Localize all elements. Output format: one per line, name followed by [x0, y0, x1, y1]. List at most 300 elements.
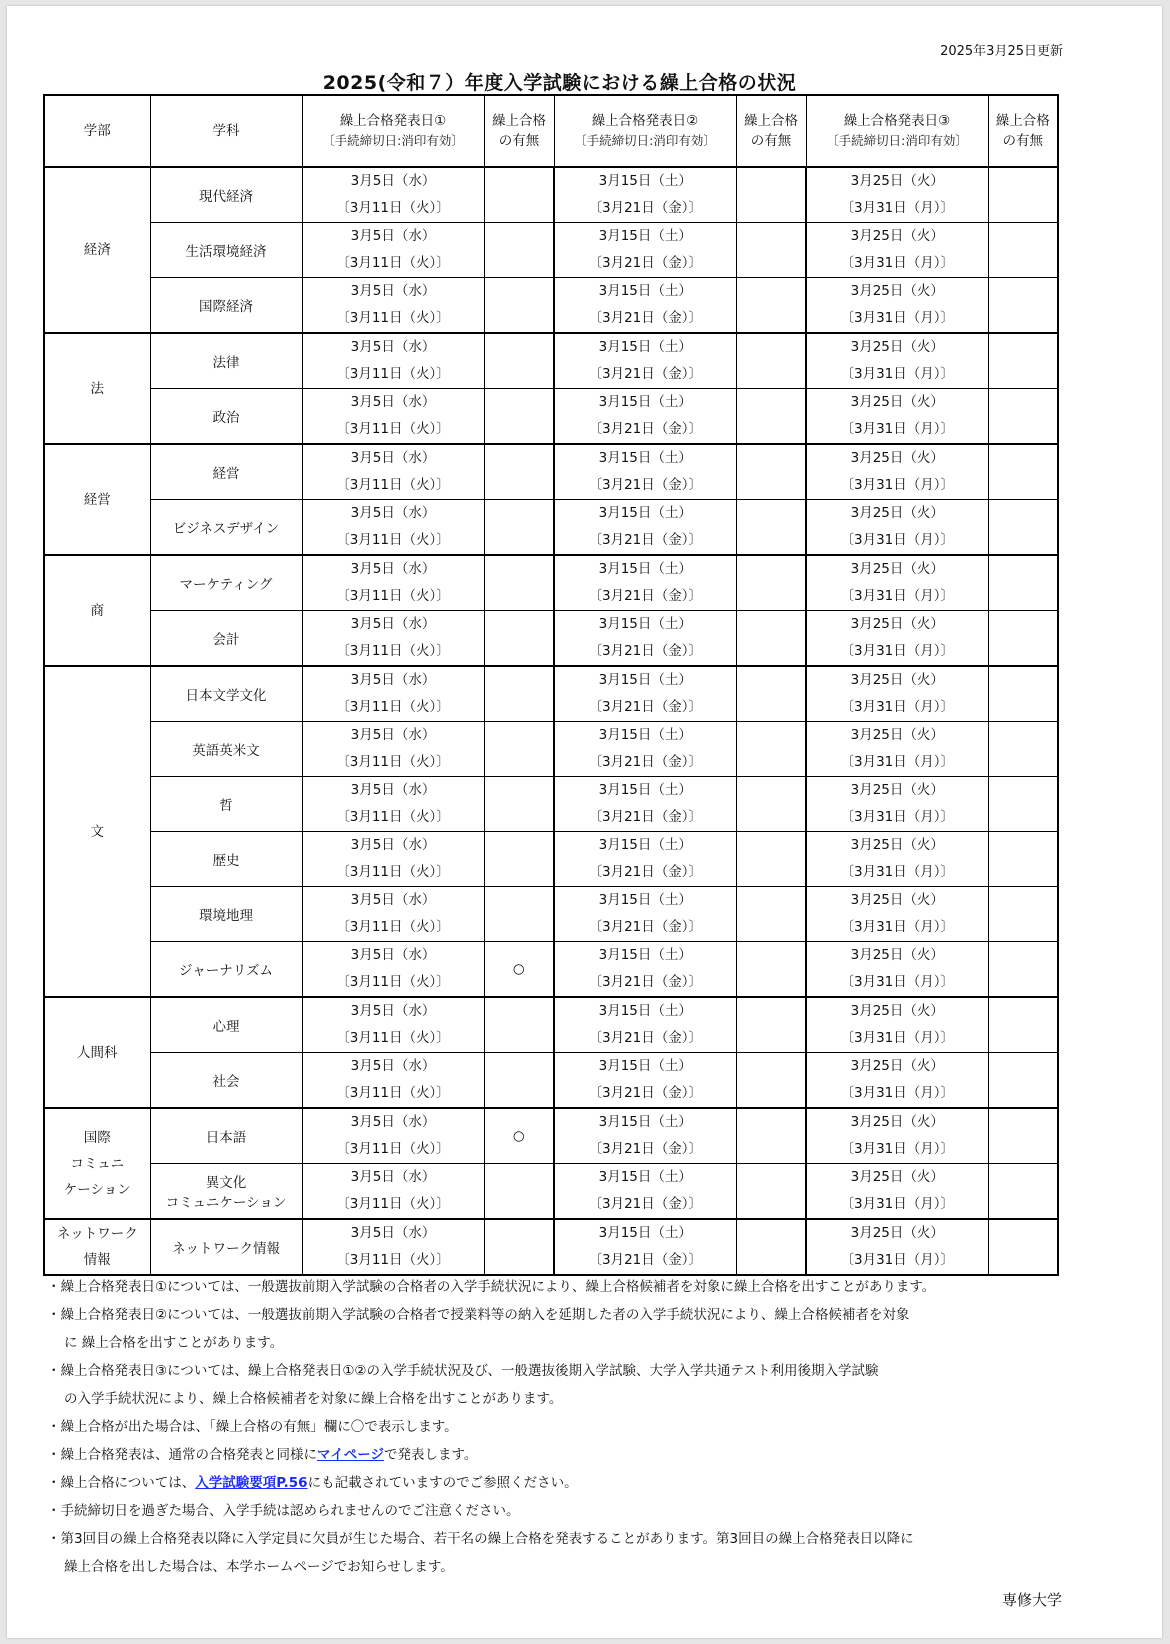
date1-cell — [302, 389, 484, 445]
announce-date-3: 3月25日（火） — [850, 561, 944, 577]
department-name: 会計 — [212, 632, 240, 648]
date1-cell — [302, 777, 484, 832]
has-promotion-3-cell — [988, 832, 1058, 887]
deadline-date-1: 〔3月11日（火）〕 — [336, 366, 450, 382]
announce-date-3: 3月25日（火） — [850, 505, 944, 521]
department-cell — [150, 997, 302, 1053]
department-cell — [150, 611, 302, 667]
date1-cell — [302, 1053, 484, 1109]
has-promotion-1-cell — [484, 722, 554, 777]
deadline-date-2: 〔3月21日（金）〕 — [588, 643, 703, 659]
date3-cell — [806, 278, 988, 334]
has-promotion-1-cell — [484, 223, 554, 278]
header-date3-title: 繰上合格発表日③ — [843, 113, 951, 129]
has-promotion-2-cell — [736, 942, 806, 998]
department-cell — [150, 1164, 302, 1220]
announce-date-1: 3月5日（水） — [350, 672, 436, 688]
deadline-date-1: 〔3月11日（火）〕 — [336, 643, 450, 659]
date2-cell — [554, 1164, 736, 1220]
date1-cell — [302, 444, 484, 500]
date1-cell — [302, 278, 484, 334]
department-cell — [150, 722, 302, 777]
has-promotion-3-cell — [988, 389, 1058, 445]
date3-cell — [806, 722, 988, 777]
has-promotion-1-cell — [484, 278, 554, 334]
has-promotion-1-cell: ○ — [484, 1108, 554, 1164]
date2-cell — [554, 389, 736, 445]
department-cell — [150, 666, 302, 722]
has-promotion-2-cell — [736, 722, 806, 777]
date2-cell — [554, 722, 736, 777]
table-row — [44, 1164, 1058, 1220]
has-promotion-2-cell — [736, 1219, 806, 1275]
date2-cell — [554, 611, 736, 667]
table-row — [44, 500, 1058, 556]
date1-cell — [302, 1108, 484, 1164]
has-promotion-3-cell — [988, 722, 1058, 777]
has-promotion-2-cell — [736, 444, 806, 500]
announce-date-3: 3月25日（火） — [850, 892, 944, 908]
table-row — [44, 777, 1058, 832]
table-row — [44, 1219, 1058, 1275]
date3-cell — [806, 942, 988, 998]
date1-cell — [302, 997, 484, 1053]
faculty-cell — [44, 1219, 150, 1275]
university-name: 専修大学 — [1001, 1591, 1062, 1609]
announce-date-1: 3月5日（水） — [350, 173, 436, 189]
has-promotion-3-cell — [988, 611, 1058, 667]
announce-date-1: 3月5日（水） — [350, 450, 436, 466]
date3-cell — [806, 1053, 988, 1109]
department-cell — [150, 1053, 302, 1109]
header-has2-line2: の有無 — [750, 133, 792, 149]
date3-cell — [806, 666, 988, 722]
has-promotion-1-cell — [484, 389, 554, 445]
announce-date-3: 3月25日（火） — [850, 173, 944, 189]
announce-date-1: 3月5日（水） — [350, 561, 436, 577]
date2-cell — [554, 223, 736, 278]
announce-date-2: 3月15日（土） — [598, 505, 692, 521]
department-name: 経営 — [212, 466, 240, 482]
date3-cell — [806, 555, 988, 611]
announce-date-1: 3月5日（水） — [350, 1003, 436, 1019]
announce-date-2: 3月15日（土） — [598, 1003, 692, 1019]
deadline-date-2: 〔3月21日（金）〕 — [588, 310, 703, 326]
deadline-date-2: 〔3月21日（金）〕 — [588, 532, 703, 548]
date2-cell — [554, 500, 736, 556]
date1-cell — [302, 167, 484, 223]
date3-cell — [806, 777, 988, 832]
has-promotion-3-cell — [988, 1053, 1058, 1109]
announce-date-3: 3月25日（火） — [850, 616, 944, 632]
department-cell — [150, 444, 302, 500]
department-name: 国際経済 — [199, 299, 253, 315]
faculty-name: 情報 — [83, 1252, 111, 1268]
announce-date-1: 3月5日（水） — [350, 228, 436, 244]
department-cell — [150, 223, 302, 278]
department-cell — [150, 777, 302, 832]
has-promotion-3-cell — [988, 444, 1058, 500]
deadline-date-1: 〔3月11日（火）〕 — [336, 255, 450, 271]
has-promotion-2-cell — [736, 167, 806, 223]
announce-date-2: 3月15日（土） — [598, 561, 692, 577]
table-row — [44, 555, 1058, 611]
deadline-date-3: 〔3月31日（月）〕 — [840, 310, 955, 326]
department-name: マーケティング — [179, 577, 273, 593]
faculty-cell — [44, 997, 150, 1108]
date1-cell — [302, 722, 484, 777]
announce-date-2: 3月15日（土） — [598, 1225, 692, 1241]
date2-cell — [554, 333, 736, 389]
has-promotion-3-cell — [988, 333, 1058, 389]
deadline-date-2: 〔3月21日（金）〕 — [588, 699, 703, 715]
faculty-cell — [44, 167, 150, 333]
date3-cell — [806, 333, 988, 389]
deadline-date-3: 〔3月31日（月）〕 — [840, 588, 955, 604]
note-6-text: ・繰上合格については、 — [47, 1475, 196, 1491]
announce-date-2: 3月15日（土） — [598, 947, 692, 963]
department-name: 法律 — [212, 355, 240, 371]
deadline-date-1: 〔3月11日（火）〕 — [336, 864, 450, 880]
department-name: ネットワーク情報 — [172, 1241, 280, 1257]
has-promotion-2-cell — [736, 611, 806, 667]
faculty-cell — [44, 555, 150, 666]
has-promotion-2-cell — [736, 1108, 806, 1164]
has-promotion-1-cell — [484, 555, 554, 611]
has-promotion-2-cell — [736, 832, 806, 887]
announce-date-2: 3月15日（土） — [598, 727, 692, 743]
has-promotion-2-cell — [736, 777, 806, 832]
date3-cell — [806, 444, 988, 500]
department-name: 環境地理 — [199, 908, 253, 924]
date2-cell — [554, 666, 736, 722]
deadline-date-3: 〔3月31日（月）〕 — [840, 974, 955, 990]
date1-cell — [302, 887, 484, 942]
announce-date-2: 3月15日（土） — [598, 394, 692, 410]
announce-date-2: 3月15日（土） — [598, 283, 692, 299]
deadline-date-2: 〔3月21日（金）〕 — [588, 864, 703, 880]
announce-date-2: 3月15日（土） — [598, 450, 692, 466]
announce-date-3: 3月25日（火） — [850, 947, 944, 963]
has-promotion-3-cell — [988, 167, 1058, 223]
table-row — [44, 389, 1058, 445]
deadline-date-3: 〔3月31日（月）〕 — [840, 864, 955, 880]
has-promotion-2-cell — [736, 1053, 806, 1109]
department-cell — [150, 500, 302, 556]
admission-guide-link[interactable]: 入学試験要項P.56 — [195, 1475, 308, 1491]
announce-date-3: 3月25日（火） — [850, 283, 944, 299]
deadline-date-3: 〔3月31日（月）〕 — [840, 1252, 955, 1268]
deadline-date-1: 〔3月11日（火）〕 — [336, 1196, 450, 1212]
department-cell — [150, 1219, 302, 1275]
has-promotion-1-cell — [484, 1053, 554, 1109]
faculty-name: 経済 — [83, 242, 111, 258]
has-promotion-2-cell — [736, 500, 806, 556]
announce-date-3: 3月25日（火） — [850, 1169, 944, 1185]
notes — [47, 1273, 1097, 1581]
announce-date-2: 3月15日（土） — [598, 1169, 692, 1185]
deadline-date-2: 〔3月21日（金）〕 — [588, 809, 703, 825]
deadline-date-2: 〔3月21日（金）〕 — [588, 1196, 703, 1212]
has-promotion-1-cell — [484, 500, 554, 556]
announce-date-2: 3月15日（土） — [598, 228, 692, 244]
deadline-date-1: 〔3月11日（火）〕 — [336, 699, 450, 715]
deadline-date-3: 〔3月31日（月）〕 — [840, 366, 955, 382]
note-5-text-end: で発表します。 — [383, 1447, 478, 1463]
table-body — [44, 167, 1058, 1275]
date1-cell — [302, 1164, 484, 1220]
deadline-date-3: 〔3月31日（月）〕 — [840, 255, 955, 271]
deadline-date-2: 〔3月21日（金）〕 — [588, 1252, 703, 1268]
has-promotion-2-cell — [736, 278, 806, 334]
faculty-name: 法 — [90, 380, 104, 397]
has-promotion-1-cell — [484, 333, 554, 389]
deadline-date-2: 〔3月21日（金）〕 — [588, 421, 703, 437]
has-promotion-2-cell — [736, 997, 806, 1053]
note-8-line1: ・第3回目の繰上合格発表以降に入学定員に欠員が生じた場合、若干名の繰上合格を発表することがあります。第3回目の繰上合格発表日以降に — [47, 1531, 914, 1547]
header-date2 — [554, 95, 736, 167]
has-promotion-1-cell — [484, 997, 554, 1053]
date1-cell — [302, 666, 484, 722]
header-date1-title: 繰上合格発表日① — [339, 113, 447, 129]
department-name: 政治 — [212, 410, 240, 426]
deadline-date-2: 〔3月21日（金）〕 — [588, 200, 703, 216]
announce-date-1: 3月5日（水） — [350, 1169, 436, 1185]
header-date2-title: 繰上合格発表日② — [591, 113, 699, 129]
deadline-date-1: 〔3月11日（火）〕 — [336, 754, 450, 770]
deadline-date-2: 〔3月21日（金）〕 — [588, 366, 703, 382]
announce-date-3: 3月25日（火） — [850, 782, 944, 798]
department-cell — [150, 167, 302, 223]
date2-cell — [554, 555, 736, 611]
note-7: ・手続締切日を過ぎた場合、入学手続は認められませんのでご注意ください。 — [47, 1503, 520, 1519]
deadline-date-3: 〔3月31日（月）〕 — [840, 1030, 955, 1046]
deadline-date-2: 〔3月21日（金）〕 — [588, 1085, 703, 1101]
faculty-name: 経営 — [83, 491, 111, 508]
date2-cell — [554, 777, 736, 832]
table-row — [44, 887, 1058, 942]
department-cell — [150, 942, 302, 998]
date2-cell — [554, 278, 736, 334]
has-promotion-1-cell — [484, 167, 554, 223]
faculty-cell — [44, 333, 150, 444]
has-promotion-1-cell — [484, 832, 554, 887]
has-promotion-3-cell — [988, 555, 1058, 611]
header-date2-sub: 〔手続締切日:消印有効〕 — [574, 133, 716, 148]
announce-date-1: 3月5日（水） — [350, 1058, 436, 1074]
faculty-name: コミュニ — [70, 1155, 125, 1172]
has-promotion-3-cell — [988, 1219, 1058, 1275]
note-5 — [47, 1441, 1097, 1469]
department-cell — [150, 278, 302, 334]
deadline-date-1: 〔3月11日（火）〕 — [336, 421, 450, 437]
note-6 — [47, 1469, 1097, 1497]
date2-cell — [554, 942, 736, 998]
date1-cell — [302, 555, 484, 611]
department-cell — [150, 333, 302, 389]
deadline-date-1: 〔3月11日（火）〕 — [336, 809, 450, 825]
results-table — [43, 94, 1059, 1276]
announce-date-3: 3月25日（火） — [850, 228, 944, 244]
table-row — [44, 666, 1058, 722]
has-promotion-3-cell — [988, 942, 1058, 998]
announce-date-2: 3月15日（土） — [598, 173, 692, 189]
table-row — [44, 444, 1058, 500]
has-promotion-3-cell — [988, 997, 1058, 1053]
date2-cell — [554, 167, 736, 223]
table-row — [44, 942, 1058, 998]
header-has2 — [736, 95, 806, 167]
announce-date-3: 3月25日（火） — [850, 1058, 944, 1074]
announce-date-2: 3月15日（土） — [598, 892, 692, 908]
deadline-date-1: 〔3月11日（火）〕 — [336, 1085, 450, 1101]
has-promotion-3-cell — [988, 1108, 1058, 1164]
department-name: コミュニケーション — [165, 1195, 287, 1211]
date1-cell — [302, 223, 484, 278]
deadline-date-1: 〔3月11日（火）〕 — [336, 310, 450, 326]
deadline-date-1: 〔3月11日（火）〕 — [336, 974, 450, 990]
has-promotion-2-cell — [736, 223, 806, 278]
department-cell — [150, 887, 302, 942]
has-promotion-2-cell — [736, 333, 806, 389]
date3-cell — [806, 1219, 988, 1275]
date3-cell — [806, 997, 988, 1053]
announce-date-3: 3月25日（火） — [850, 339, 944, 355]
department-name: 社会 — [212, 1074, 240, 1090]
deadline-date-3: 〔3月31日（月）〕 — [840, 200, 955, 216]
has-promotion-2-cell — [736, 1164, 806, 1220]
page-title: 2025(令和７）年度入学試験における繰上合格の状況 — [322, 72, 797, 94]
department-name: 哲 — [219, 798, 233, 814]
date2-cell — [554, 1053, 736, 1109]
deadline-date-1: 〔3月11日（火）〕 — [336, 1030, 450, 1046]
announce-date-1: 3月5日（水） — [350, 1114, 436, 1130]
department-cell — [150, 389, 302, 445]
has-promotion-3-cell — [988, 777, 1058, 832]
deadline-date-1: 〔3月11日（火）〕 — [336, 1141, 450, 1157]
has-promotion-1-cell — [484, 1219, 554, 1275]
date3-cell — [806, 611, 988, 667]
date3-cell — [806, 832, 988, 887]
table-row — [44, 167, 1058, 223]
header-has3-line2: の有無 — [1002, 133, 1043, 149]
has-promotion-3-cell — [988, 1164, 1058, 1220]
announce-date-1: 3月5日（水） — [350, 782, 436, 798]
announce-date-2: 3月15日（土） — [598, 616, 692, 632]
announce-date-3: 3月25日（火） — [850, 1114, 944, 1130]
date3-cell — [806, 223, 988, 278]
header-has1 — [484, 95, 554, 167]
announce-date-3: 3月25日（火） — [850, 727, 944, 743]
date2-cell — [554, 887, 736, 942]
faculty-name: ケーション — [63, 1181, 131, 1198]
announce-date-2: 3月15日（土） — [598, 1114, 692, 1130]
mypage-link[interactable]: マイページ — [317, 1447, 384, 1463]
department-name: ジャーナリズム — [179, 963, 273, 979]
date3-cell — [806, 500, 988, 556]
deadline-date-3: 〔3月31日（月）〕 — [840, 1085, 955, 1101]
deadline-date-3: 〔3月31日（月）〕 — [840, 919, 955, 935]
has-promotion-1-cell — [484, 887, 554, 942]
announce-date-1: 3月5日（水） — [350, 837, 436, 853]
has-promotion-1-cell — [484, 444, 554, 500]
date3-cell — [806, 167, 988, 223]
deadline-date-2: 〔3月21日（金）〕 — [588, 1141, 703, 1157]
faculty-cell — [44, 1108, 150, 1219]
table-row — [44, 1108, 1058, 1164]
deadline-date-1: 〔3月11日（火）〕 — [336, 919, 450, 935]
has-promotion-3-cell — [988, 887, 1058, 942]
department-name: 生活環境経済 — [185, 244, 267, 260]
deadline-date-3: 〔3月31日（月）〕 — [840, 1141, 955, 1157]
deadline-date-1: 〔3月11日（火）〕 — [336, 477, 450, 493]
date3-cell — [806, 1164, 988, 1220]
department-name: 異文化 — [205, 1175, 247, 1191]
has-promotion-2-cell — [736, 555, 806, 611]
announce-date-1: 3月5日（水） — [350, 339, 436, 355]
announce-date-3: 3月25日（火） — [850, 394, 944, 410]
table-row — [44, 722, 1058, 777]
date2-cell — [554, 832, 736, 887]
date3-cell — [806, 389, 988, 445]
document-page — [7, 6, 1162, 1638]
has-promotion-2-cell — [736, 887, 806, 942]
table-header-row — [44, 95, 1058, 167]
announce-date-1: 3月5日（水） — [350, 505, 436, 521]
date1-cell — [302, 942, 484, 998]
announce-date-2: 3月15日（土） — [598, 837, 692, 853]
deadline-date-1: 〔3月11日（火）〕 — [336, 200, 450, 216]
deadline-date-2: 〔3月21日（金）〕 — [588, 1030, 703, 1046]
deadline-date-2: 〔3月21日（金）〕 — [588, 919, 703, 935]
header-department: 学科 — [150, 95, 302, 167]
date1-cell — [302, 500, 484, 556]
department-name: 歴史 — [212, 853, 240, 869]
updated-date: 2025年3月25日更新 — [940, 44, 1063, 59]
header-faculty: 学部 — [44, 95, 150, 167]
announce-date-3: 3月25日（火） — [850, 672, 944, 688]
date1-cell — [302, 832, 484, 887]
has-promotion-3-cell — [988, 278, 1058, 334]
header-date3 — [806, 95, 988, 167]
department-cell — [150, 555, 302, 611]
table-row — [44, 278, 1058, 334]
table-row — [44, 223, 1058, 278]
department-name: 日本語 — [205, 1130, 247, 1146]
announce-date-1: 3月5日（水） — [350, 394, 436, 410]
table-row — [44, 832, 1058, 887]
announce-date-1: 3月5日（水） — [350, 727, 436, 743]
deadline-date-2: 〔3月21日（金）〕 — [588, 255, 703, 271]
announce-date-2: 3月15日（土） — [598, 1058, 692, 1074]
date1-cell — [302, 333, 484, 389]
announce-date-1: 3月5日（水） — [350, 1225, 436, 1241]
header-date1 — [302, 95, 484, 167]
announce-date-3: 3月25日（火） — [850, 837, 944, 853]
deadline-date-3: 〔3月31日（月）〕 — [840, 477, 955, 493]
date1-cell — [302, 611, 484, 667]
header-date3-sub: 〔手続締切日:消印有効〕 — [826, 133, 968, 148]
date2-cell — [554, 1108, 736, 1164]
department-name: 日本文学文化 — [185, 688, 267, 704]
date2-cell — [554, 997, 736, 1053]
department-name: 英語英米文 — [192, 743, 260, 759]
faculty-cell — [44, 666, 150, 997]
note-5-text: ・繰上合格発表は、通常の合格発表と同様に — [47, 1447, 317, 1463]
faculty-name: ネットワーク — [56, 1226, 138, 1242]
has-promotion-1-cell — [484, 666, 554, 722]
note-1: ・繰上合格発表日①については、一般選抜前期入学試験の合格者の入学手続状況により、繰上合格候補者を対象に繰上合格を出すことがあります。 — [47, 1279, 936, 1295]
